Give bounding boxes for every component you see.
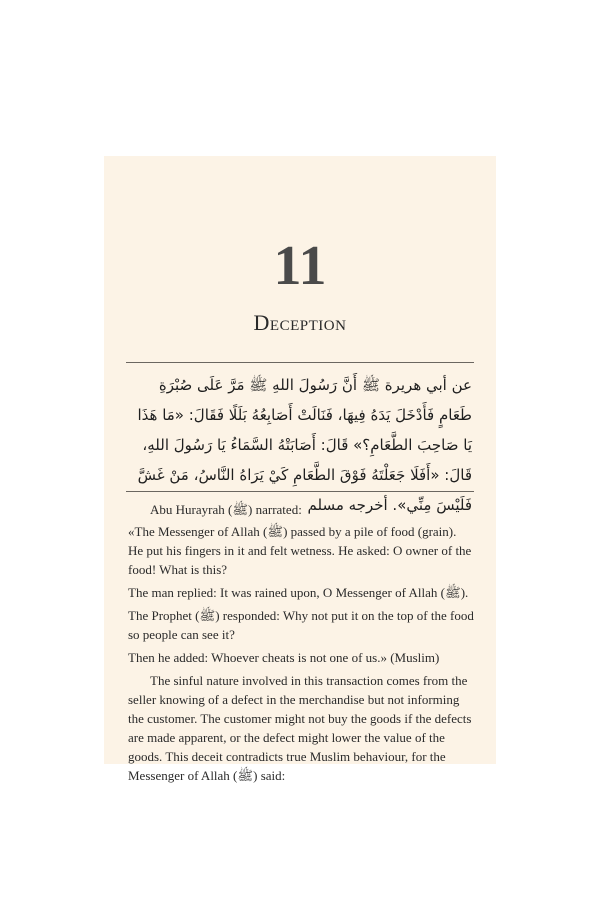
- bottom-divider: [126, 491, 474, 492]
- narrator-line: Abu Hurayrah (ﷺ) narrated:: [150, 502, 302, 517]
- hadith-translation-part-2: The man replied: It was rained upon, O Messenger of Allah (ﷺ).: [128, 585, 469, 600]
- hadith-translation-part-3: The Prophet (ﷺ) responded: Why not put it on the top of the food so people can see it?: [128, 608, 474, 642]
- hadith-translation-part-1: «The Messenger of Allah (ﷺ) passed by a pile of food (grain). He put his fingers in it and felt wetness. He asked: O owner of the food! What is this?: [128, 524, 472, 577]
- hadith-translation-part-4: Then he added: Whoever cheats is not one of us.» (Muslim): [128, 650, 440, 665]
- chapter-title: Deception: [253, 310, 347, 335]
- hadith-arabic-text: عن أبي هريرة ﷺ أَنَّ رَسُولَ اللهِ ﷺ مَرَّ عَلَى صُبْرَةِ طَعَامٍ فَأَدْخَلَ يَدَهُ فِيهَا، فَنَالَتْ أَصَابِعُهُ بَلَلًا فَقَالَ: «مَا هَذَا يَا صَاحِبَ الطَّعَامِ؟» قَالَ: أَصَابَتْهُ السَّمَاءُ يَا رَسُولَ اللهِ، قَالَ: «أَفَلَا جَعَلْتَهُ فَوْقَ الطَّعَامِ كَيْ يَرَاهُ النَّاسُ، مَنْ غَشَّ فَلَيْسَ مِنِّي». أخرجه مسلم: [137, 376, 472, 514]
- chapter-number: 11: [273, 235, 327, 297]
- book-page: [104, 156, 496, 783]
- translation-section: [128, 500, 474, 789]
- commentary-paragraph: The sinful nature involved in this transaction comes from the seller knowing of a defect in the merchandise but not informing the customer. The customer might not buy the goods if the defects are made apparent, or the defect might lower the value of the goods. This deceit contradicts true Muslim behaviour, for the Messenger of Allah (ﷺ) said:: [128, 673, 472, 783]
- top-divider: [126, 362, 474, 363]
